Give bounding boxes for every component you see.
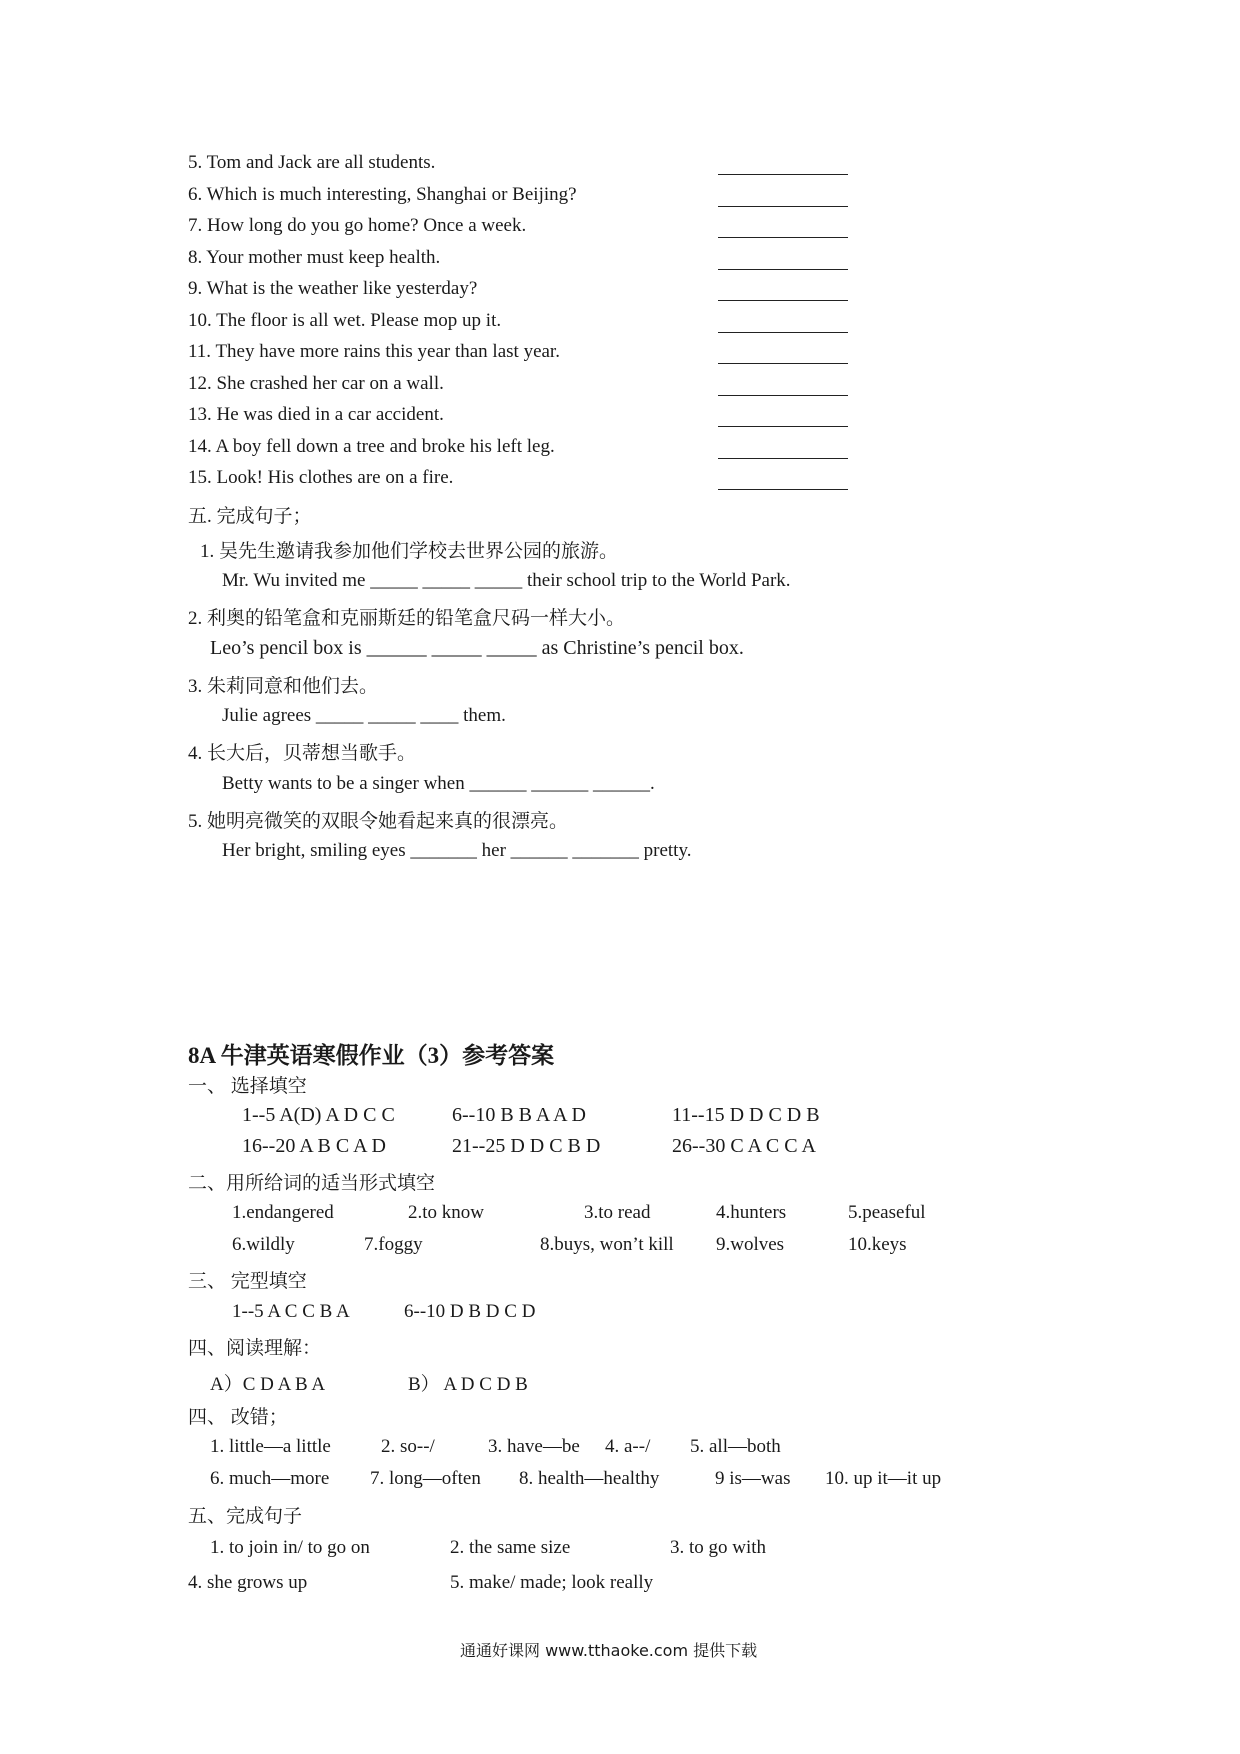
answer-group: 16--20 A B C A D <box>242 1135 386 1157</box>
answer-group: A）C D A B A <box>210 1374 326 1395</box>
chinese-prompt: 5. 她明亮微笑的双眼令她看起来真的很漂亮。 <box>188 811 569 832</box>
answer-group: 6--10 D B D C D <box>404 1301 536 1322</box>
answer-blank <box>718 237 848 238</box>
answer-word: 3.to read <box>584 1202 651 1223</box>
answer-blank <box>718 489 848 490</box>
answer-blank <box>718 206 848 207</box>
answer-blank <box>718 426 848 427</box>
correction-answer: 3. have—be <box>488 1436 580 1457</box>
chinese-prompt: 4. 长大后，贝蒂想当歌手。 <box>188 743 417 764</box>
section-heading: 一、 选择填空 <box>188 1076 307 1097</box>
correction-item: 14. A boy fell down a tree and broke his left leg. <box>188 436 555 457</box>
answer-blank <box>718 174 848 175</box>
sentence-answer: 1. to join in/ to go on <box>210 1537 370 1558</box>
footer-watermark: 通通好课网 www.tthaoke.com 提供下载 <box>460 1641 758 1660</box>
english-sentence: Her bright, smiling eyes _______ her ______ _______ pretty. <box>222 840 692 861</box>
answer-word: 5.peaseful <box>848 1202 926 1223</box>
sentence-answer: 3. to go with <box>670 1537 767 1558</box>
answer-group: B） A D C D B <box>408 1374 528 1395</box>
answer-group: 21--25 D D C B D <box>452 1135 601 1157</box>
correction-answer: 10. up it—it up <box>825 1468 942 1489</box>
answer-blank <box>718 458 848 459</box>
answer-word: 4.hunters <box>716 1202 787 1223</box>
chinese-prompt: 2. 利奥的铅笔盒和克丽斯廷的铅笔盒尺码一样大小。 <box>188 608 626 629</box>
correction-item: 6. Which is much interesting, Shanghai or Beijing? <box>188 184 577 205</box>
correction-answer: 6. much—more <box>210 1468 330 1489</box>
answer-key-title: 8A 牛津英语寒假作业（3）参考答案 <box>188 1043 555 1068</box>
answer-group: 1--5 A C C B A <box>232 1301 350 1322</box>
section-heading: 四、 改错； <box>188 1407 288 1428</box>
section-heading: 五、完成句子 <box>188 1506 303 1527</box>
correction-item: 9. What is the weather like yesterday? <box>188 278 478 299</box>
answer-word: 6.wildly <box>232 1234 295 1255</box>
answer-blank <box>718 269 848 270</box>
sentence-answer: 4. she grows up <box>188 1572 308 1593</box>
answer-blank <box>718 300 848 301</box>
correction-item: 10. The floor is all wet. Please mop up it. <box>188 310 502 331</box>
chinese-prompt: 1. 吴先生邀请我参加他们学校去世界公园的旅游。 <box>200 541 619 562</box>
correction-answer: 7. long—often <box>370 1468 481 1489</box>
correction-item: 5. Tom and Jack are all students. <box>188 152 436 173</box>
answer-blank <box>718 395 848 396</box>
english-sentence: Leo’s pencil box is ______ _____ _____ as Christine’s pencil box. <box>210 637 744 659</box>
correction-answer: 9 is—was <box>715 1468 791 1489</box>
section-heading: 三、 完型填空 <box>188 1271 307 1292</box>
correction-answer: 8. health—healthy <box>519 1468 660 1489</box>
sentence-answer: 2. the same size <box>450 1537 571 1558</box>
answer-word: 10.keys <box>848 1234 907 1255</box>
correction-item: 12. She crashed her car on a wall. <box>188 373 444 394</box>
answer-blank <box>718 363 848 364</box>
answer-group: 1--5 A(D) A D C C <box>242 1104 395 1126</box>
section-heading: 四、阅读理解： <box>188 1338 322 1359</box>
answer-word: 1.endangered <box>232 1202 334 1223</box>
chinese-prompt: 3. 朱莉同意和他们去。 <box>188 676 379 697</box>
answer-word: 8.buys, won’t kill <box>540 1234 674 1255</box>
correction-answer: 2. so--/ <box>381 1436 435 1457</box>
correction-item: 7. How long do you go home? Once a week. <box>188 215 527 236</box>
correction-item: 13. He was died in a car accident. <box>188 404 444 425</box>
answer-group: 26--30 C A C C A <box>672 1135 816 1157</box>
correction-answer: 1. little—a little <box>210 1436 331 1457</box>
correction-item: 8. Your mother must keep health. <box>188 247 441 268</box>
answer-word: 7.foggy <box>364 1234 423 1255</box>
answer-group: 11--15 D D C D B <box>672 1104 820 1126</box>
english-sentence: Betty wants to be a singer when ______ ______ ______. <box>222 773 655 794</box>
answer-blank <box>718 332 848 333</box>
correction-item: 11. They have more rains this year than last year. <box>188 341 560 362</box>
english-sentence: Mr. Wu invited me _____ _____ _____ their school trip to the World Park. <box>222 570 791 591</box>
answer-word: 2.to know <box>408 1202 484 1223</box>
sentence-answer: 5. make/ made; look really <box>450 1572 654 1593</box>
section-heading: 五. 完成句子； <box>188 506 312 527</box>
english-sentence: Julie agrees _____ _____ ____ them. <box>222 705 506 726</box>
correction-answer: 5. all—both <box>690 1436 781 1457</box>
answer-word: 9.wolves <box>716 1234 785 1255</box>
correction-answer: 4. a--/ <box>605 1436 651 1457</box>
correction-item: 15. Look! His clothes are on a fire. <box>188 467 454 488</box>
answer-group: 6--10 B B A A D <box>452 1104 586 1126</box>
section-heading: 二、用所给词的适当形式填空 <box>188 1173 436 1194</box>
